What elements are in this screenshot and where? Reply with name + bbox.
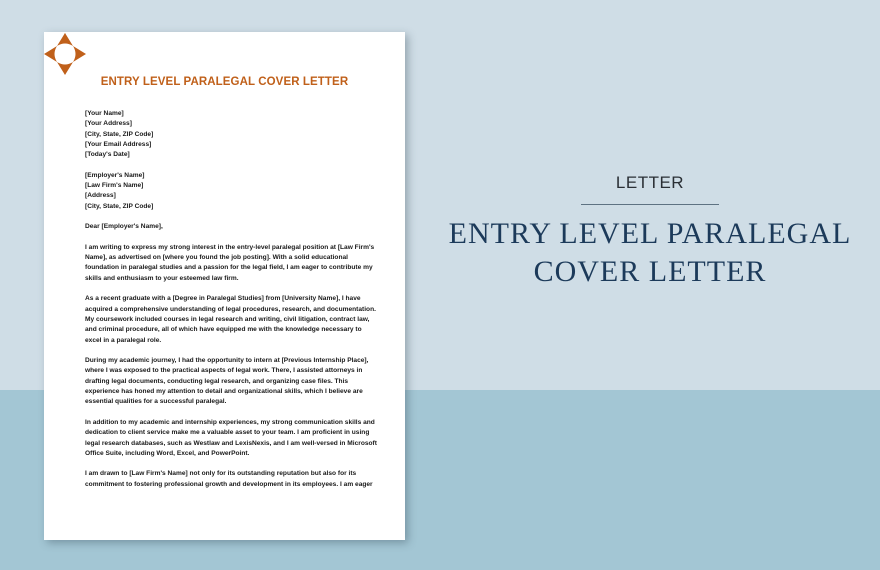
paragraph (85, 294, 375, 345)
sender-address-block (85, 109, 375, 160)
paragraph-line: where I was exposed to the practical aspects of legal work. There, I assisted attorneys in (85, 367, 363, 375)
paragraph-line: essential qualities for a successful paralegal. (85, 398, 227, 406)
recipient-line: [Employer's Name] (85, 171, 145, 179)
paragraph-line: acquired a comprehensive understanding of legal procedures, research, and documentation. (85, 305, 376, 313)
paragraph (85, 243, 375, 284)
paragraph-line: Office Suite, including Word, Excel, and PowerPoint. (85, 449, 250, 457)
paragraph (85, 469, 375, 490)
document-title: ENTRY LEVEL PARALEGAL COVER LETTER (100, 76, 349, 88)
recipient-address-block (85, 171, 375, 212)
divider-line (581, 204, 719, 205)
paragraph-line: My coursework included courses in legal research and writing, civil litigation, contract law, (85, 315, 370, 323)
sender-line: [City, State, ZIP Code] (85, 130, 154, 138)
category-label: LETTER (615, 173, 685, 192)
paragraph-line: I am drawn to [Law Firm's Name] not only for its outstanding reputation but also for its (85, 470, 357, 478)
sender-line: [Your Address] (85, 120, 132, 128)
document-page-preview (44, 32, 405, 540)
salutation-text: Dear [Employer's Name], (85, 223, 163, 231)
paragraph (85, 356, 375, 407)
paragraph-line: commitment to fostering professional growth and development in its employees. I am eager (85, 480, 373, 488)
paragraph-line: Name], as advertised on [where you found the job posting]. With a solid educational (85, 254, 348, 262)
title-panel (440, 168, 860, 291)
paragraph-line: skills and enthusiasm to your esteemed law firm. (85, 274, 239, 282)
paragraph-line: During my academic journey, I had the opportunity to intern at [Previous Internship Place], (85, 357, 369, 365)
document-body (85, 109, 375, 500)
paragraph-line: I am writing to express my strong interest in the entry-level paralegal position at [Law Firm's (85, 243, 375, 251)
paragraph-line: drafting legal documents, conducting legal research, and organizing case files. This (85, 377, 349, 385)
paragraph-line: dedication to client service make me a valuable asset to your team. I am proficient in using (85, 429, 370, 437)
paragraph-line: experience has honed my attention to detail and organizational skills, which I believe are (85, 388, 363, 396)
paragraph-line: foundation in paralegal studies and a passion for the legal field, I am eager to contribute my (85, 264, 373, 272)
panel-title-line-2: COVER LETTER (533, 255, 767, 288)
paragraph-line: legal research databases, such as Westlaw and LexisNexis, and I am well-versed in Microsoft (85, 439, 377, 447)
sender-line: [Today's Date] (85, 151, 130, 159)
recipient-line: [Law Firm's Name] (85, 182, 144, 190)
recipient-line: [Address] (85, 192, 116, 200)
paragraph-line: and criminal procedure, all of which have equipped me with the knowledge necessary to (85, 326, 362, 334)
paragraph-line: As a recent graduate with a [Degree in Paralegal Studies] from [University Name], I have (85, 295, 361, 303)
panel-title-line-1: ENTRY LEVEL PARALEGAL (448, 217, 852, 250)
paragraph (85, 418, 375, 459)
salutation (85, 222, 375, 232)
sender-line: [Your Name] (85, 110, 124, 117)
paragraph-line: excel in a paralegal role. (85, 336, 162, 344)
recipient-line: [City, State, ZIP Code] (85, 202, 154, 210)
sender-line: [Your Email Address] (85, 140, 152, 148)
logo-icon (44, 33, 86, 75)
paragraph-line: In addition to my academic and internship experiences, my strong communication skills and (85, 418, 375, 426)
